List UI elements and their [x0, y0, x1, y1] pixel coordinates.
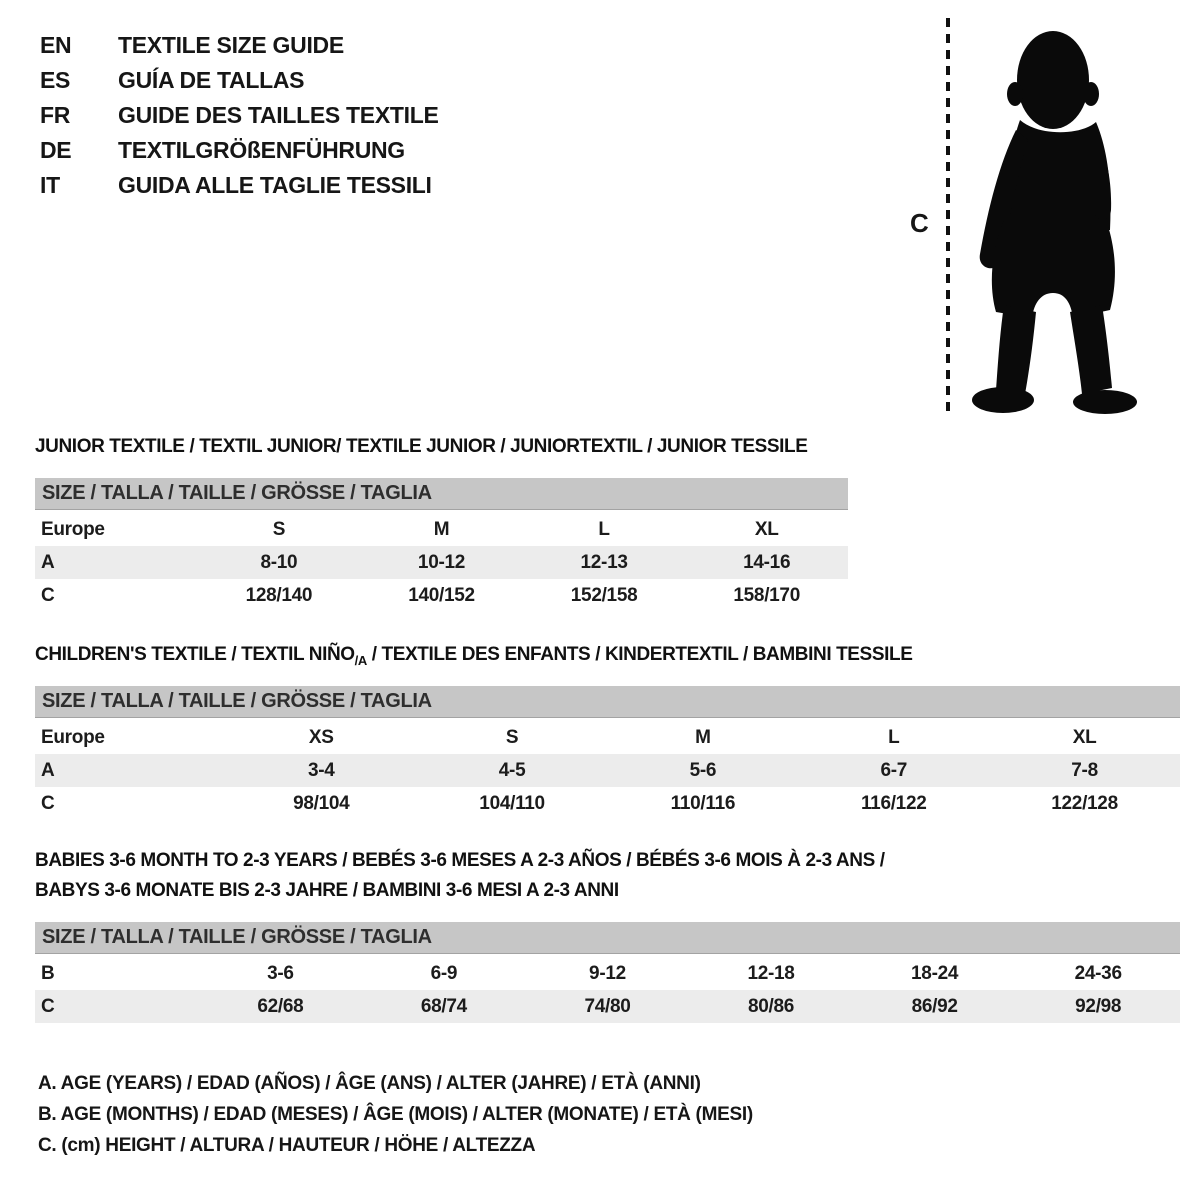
- size-cell: XL: [1072, 726, 1097, 748]
- age-cell: 12-18: [747, 962, 795, 984]
- row-label: B: [41, 962, 55, 984]
- children-title-part2: / TEXTILE DES ENFANTS / KINDERTEXTIL / BAMBINI TESSILE: [366, 644, 913, 665]
- row-label: Europe: [41, 726, 105, 748]
- children-title-sub: /A: [354, 652, 367, 668]
- height-measure-dashed-line: [946, 18, 950, 418]
- table-row-height: [35, 787, 1180, 820]
- height-cell: 104/110: [479, 792, 545, 814]
- table-row-height: [35, 990, 1180, 1023]
- guide-title-it: GUIDA ALLE TAGLIE TESSILI: [118, 172, 432, 198]
- toddler-silhouette-icon: [960, 22, 1145, 417]
- size-header-band: SIZE / TALLA / TAILLE / GRÖSSE / TAGLIA: [35, 922, 1180, 954]
- lang-code: IT: [40, 172, 60, 198]
- age-cell: 12-13: [523, 546, 686, 579]
- table-row-height: [35, 579, 848, 612]
- age-cell: 3-4: [226, 754, 417, 787]
- guide-title-es: GUÍA DE TALLAS: [118, 67, 305, 93]
- babies-title-line1: BABIES 3-6 MONTH TO 2-3 YEARS / BEBÉS 3-6 MESES A 2-3 AÑOS / BÉBÉS 3-6 MOIS À 2-3 ANS /: [35, 850, 885, 871]
- lang-code: ES: [40, 67, 71, 93]
- height-cell: 158/170: [733, 584, 800, 606]
- children-size-table: [35, 686, 1180, 820]
- size-cell: M: [433, 518, 450, 540]
- age-cell: 9-12: [589, 962, 626, 984]
- size-cell: L: [888, 726, 900, 748]
- measurement-legend: [38, 1068, 753, 1161]
- lang-code: FR: [40, 102, 71, 128]
- height-cell: 140/152: [408, 584, 475, 606]
- height-cell: 74/80: [526, 990, 690, 1023]
- size-cell: S: [272, 518, 286, 540]
- height-cell: 86/92: [853, 990, 1017, 1023]
- legend-age-years: A. AGE (YEARS) / EDAD (AÑOS) / ÂGE (ANS) / ALTER (JAHRE) / ETÀ (ANNI): [38, 1073, 701, 1094]
- age-cell: 4-5: [417, 754, 608, 787]
- age-cell: 5-6: [607, 754, 798, 787]
- legend-height-cm: C. (cm) HEIGHT / ALTURA / HAUTEUR / HÖHE / ALTEZZA: [38, 1135, 536, 1156]
- table-row-age-months: [35, 957, 1180, 990]
- table-row-age: [35, 754, 1180, 787]
- toddler-figure-area: [880, 0, 1200, 440]
- babies-section-title: [35, 846, 885, 906]
- height-cell: 80/86: [689, 990, 853, 1023]
- height-cell: 152/158: [570, 584, 638, 606]
- height-cell: 128/140: [245, 584, 313, 606]
- lang-row-en: [40, 28, 439, 63]
- junior-section-title: JUNIOR TEXTILE / TEXTIL JUNIOR/ TEXTILE JUNIOR / JUNIORTEXTIL / JUNIOR TESSILE: [35, 436, 808, 457]
- lang-code: EN: [40, 32, 72, 58]
- row-label: A: [35, 546, 198, 579]
- lang-row-it: [40, 168, 439, 203]
- age-cell: 6-9: [430, 962, 458, 984]
- table-row-age: [35, 546, 848, 579]
- guide-title-en: TEXTILE SIZE GUIDE: [118, 32, 344, 58]
- age-cell: 24-36: [1074, 962, 1122, 984]
- age-cell: 8-10: [198, 546, 361, 579]
- language-title-block: [40, 28, 439, 203]
- legend-age-months: B. AGE (MONTHS) / EDAD (MESES) / ÂGE (MOIS) / ALTER (MONATE) / ETÀ (MESI): [38, 1104, 753, 1125]
- size-cell: L: [598, 518, 610, 540]
- height-cell: 62/68: [199, 990, 363, 1023]
- lang-row-de: [40, 133, 439, 168]
- height-cell: 116/122: [860, 792, 927, 814]
- size-cell: S: [505, 726, 519, 748]
- table-row-europe: [35, 721, 1180, 754]
- age-cell: 10-12: [360, 546, 523, 579]
- age-cell: 7-8: [989, 754, 1180, 787]
- babies-size-table: [35, 922, 1180, 1023]
- babies-title-line2: BABYS 3-6 MONATE BIS 2-3 JAHRE / BAMBINI 3-6 MESI A 2-3 ANNI: [35, 880, 619, 901]
- age-cell: 14-16: [685, 546, 848, 579]
- age-cell: 18-24: [911, 962, 959, 984]
- size-cell: M: [695, 726, 711, 748]
- row-label: A: [35, 754, 226, 787]
- junior-size-table: [35, 478, 848, 612]
- height-cell: 98/104: [293, 792, 350, 814]
- row-label: C: [35, 990, 199, 1023]
- height-cell: 110/116: [670, 792, 736, 814]
- height-cell: 92/98: [1016, 990, 1180, 1023]
- age-cell: 6-7: [798, 754, 989, 787]
- size-cell: XS: [308, 726, 334, 748]
- row-label: Europe: [41, 518, 105, 540]
- lang-row-es: [40, 63, 439, 98]
- size-header-band: SIZE / TALLA / TAILLE / GRÖSSE / TAGLIA: [35, 478, 848, 510]
- height-cell: 122/128: [1051, 792, 1118, 814]
- size-header-band: SIZE / TALLA / TAILLE / GRÖSSE / TAGLIA: [35, 686, 1180, 718]
- row-label: C: [41, 584, 55, 606]
- lang-code: DE: [40, 137, 72, 163]
- height-cell: 68/74: [362, 990, 526, 1023]
- lang-row-fr: [40, 98, 439, 133]
- guide-title-fr: GUIDE DES TAILLES TEXTILE: [118, 102, 439, 128]
- guide-title-de: TEXTILGRÖßENFÜHRUNG: [118, 137, 405, 163]
- size-cell: XL: [754, 518, 779, 540]
- row-label: C: [41, 792, 55, 814]
- table-row-europe: [35, 513, 848, 546]
- children-section-title: [35, 644, 912, 668]
- age-cell: 3-6: [267, 962, 294, 984]
- height-measure-label: C: [910, 208, 929, 238]
- children-title-part1: CHILDREN'S TEXTILE / TEXTIL NIÑO: [35, 644, 355, 665]
